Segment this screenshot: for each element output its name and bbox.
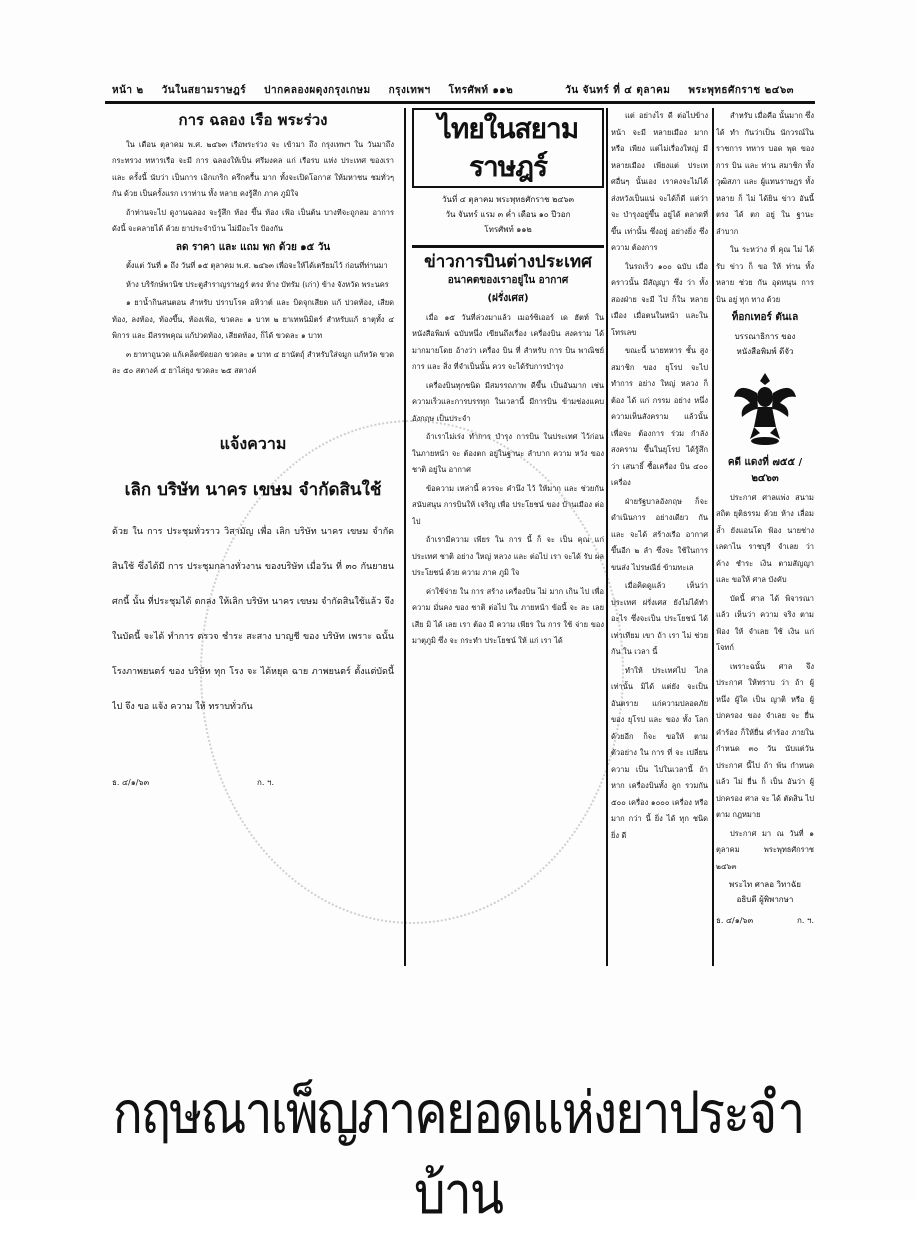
decree-footer — [716, 913, 814, 930]
city: กรุงเทพฯ — [388, 84, 431, 96]
issue-year: พระพุทธศักราช ๒๔๖๓ — [688, 84, 794, 96]
column-divider — [606, 108, 608, 966]
article-paragraph: ถ้าเราไม่เร่ง ทำการ บำรุง การบิน ในประเทศ ไว้ก่อน ในภายหน้า จะ ต้องตก อยู่ในฐานะ ลำบาก ความ หวัง ของ ชาติ อยู่ใน อากาศ — [412, 432, 604, 474]
section-subtitle: อนาคตของเราอยู่ใน อากาศ — [447, 274, 569, 286]
signature-name: ท็อกเทอร์ ตันเล — [731, 312, 799, 323]
ad-paragraph: ๓ ยาทาถูนวด แก้เคล็ดขัดยอก ขวดละ ๑ บาท ๔ ยานัตถุ์ สำหรับใส่จมูก แก้หวัด ขวดละ ๕๐ สตางค์ ๕ ยาไล่ยุง ขวดละ ๒๕ สตางค์ — [112, 349, 394, 375]
article-paragraph: เมื่อคิดดูแล้ว เห็นว่า ประเทศ ฝรั่งเศส ยังไม่ได้ทำอะไร ซึ่งจะเป็น ประโยชน์ ได้ เท่าเทียม เขา ถ้า เรา ไม่ ช่วย กัน ใน เวลา นี้ — [611, 581, 708, 656]
column-left — [112, 108, 394, 958]
date-line: วัน จันทร์ แรม ๓ ค่ำ เดือน ๑๐ ปีวอก — [445, 210, 571, 219]
ad-paragraph: ห้าง บริรักษ์พานิช ประตูสำราญราษฎร์ ตรง ห้าง บัทรัม (เก่า) ข้าง จังหวัด พระนคร — [126, 279, 389, 289]
ad-paragraph: ตั้งแต่ วันที่ ๑ ถึง วันที่ ๑๕ ตุลาคม พ.ศ. ๒๔๖๓ เพื่อจะให้ได้เตรียมไว้ ก่อนที่ท่านมา — [126, 261, 388, 270]
decree-date: ธ. ๔/๑/๖๓ — [716, 916, 754, 925]
issue-date: วัน จันทร์ ที่ ๔ ตุลาคม — [565, 84, 671, 96]
decree-paragraph: เพราะฉนั้น ศาล จึงประกาศ ให้ทราบ ว่า ถ้า ผู้ หนึ่ง ผู้ใด เป็น ญาติ หรือ ผู้ ปกครอง ของ จำเลย จะ ยื่น คำร้อง ก็ให้ยื่น คำร้อง ภายใน กำหนด ๓๐ วัน นับแต่วัน ประกาศ นี้ไป ถ้า พ้น กำหนด แล้ว ไม่ ยื่น ก็ เป็น อันว่า ผู้ปกครอง ศาล จะ ได้ ตัดสิน ไป ตาม กฎหมาย — [716, 661, 814, 819]
article-paragraph: ถ้าท่านจะไป ดูงานฉลอง จะรู้สึก ท้อง ขึ้น ท้อง เฟ้อ เป็นต้น บางทีจะถูกลม อาการ ดังนี้ จะคลายได้ ด้วย ยาประจำบ้าน ไม่มีอะไร ป้องกัน — [112, 207, 394, 233]
notice-sign: ก. ฯ. — [257, 777, 274, 787]
masthead — [112, 80, 812, 100]
supplement-name: วันในสยามราษฎร์ — [161, 84, 247, 96]
column-divider — [712, 108, 714, 966]
ad-banner: กฤษณาเพ็ญภาคยอดแห่งยาประจำบ้าน — [112, 1079, 804, 1227]
masthead-rule — [105, 101, 815, 104]
article-paragraph: ฝ่ายรัฐบาลอังกฤษ ก็จะ ดำเนินการ อย่างเดียว กัน และ จะได้ สร้างเรือ อากาศ ขึ้นอีก ๒ ลำ ซึ่งจะ ใช้ในการ ขนส่ง ไปรษณีย์ ข้ามทะเล — [611, 496, 708, 572]
notice-headline: เลิก บริษัท นาคร เขษม จำกัดสินใช้ — [124, 480, 382, 500]
column-center — [412, 108, 604, 958]
ad-paragraph: ๑ ยาน้ำกินสนตอน สำหรับ ปราบโรค อหิวาต์ และ บิดจุกเสียด แก้ ปวดท้อง, เสียดท้อง, ลงท้อง, ท้องขึ้น, ท้องเฟ้อ, ขวดละ ๑ บาท ๒ ยาเทพนิมิตร์ สำหรับแก้ ธาตุทั้ง ๔ พิการ และ มีสรรพคุณ แก้ปวดท้อง, เสียดท้อง, ก็ได้ ขวดละ ๑ บาท — [112, 298, 394, 340]
phone: โทรศัพท์ ๑๑๒ — [448, 84, 514, 96]
printer-address: ปากคลองผดุงกรุงเกษม — [264, 84, 371, 96]
column-third — [611, 108, 708, 958]
article-paragraph: แต่ อย่างไร ดี ต่อไปข้างหน้า จะมี หลายเมือง มาก หรือ เพียง แต่ไม่เรื่องใหญ่ มีหลายเมือง เพียงแต่ ประเทศอื่นๆ นั้นเอง เราคงจะไม่ได้ ส่งหวังเป็นแน่ จะได้ก็ดี แต่ว่าจะ บำรุงอยู่ขึ้น อยู่ได้ ตลาดที่ขึ้น เท่านั้น ซึ่งอยู่ อย่างยิ่ง ซึ่ง ความ ต้องการ — [611, 111, 708, 252]
article-paragraph: เครื่องบินทุกชนิด มีสมรรถภาพ ดีขึ้น เป็นอันมาก เช่น ความเร็วและการบรรทุก ในเวลานี้ มีการบิน ข้ามช่องแคบ อังกฤษ เป็นประจำ — [412, 380, 604, 423]
signature-title: บรรณาธิการ ของ หนังสือพิมพ์ ดีจัว — [734, 331, 796, 356]
date-line: โทรศัพท์ ๑๑๒ — [484, 225, 532, 234]
decree-sign: ก. ฯ. — [797, 916, 814, 925]
ad-subheading: ลด ราคา และ แถม พก ด้วย ๑๕ วัน — [175, 241, 331, 253]
garuda-emblem-icon — [730, 367, 800, 447]
column-right — [716, 108, 814, 958]
article-paragraph: เมื่อ ๑๕ วันที่ล่วงมาแล้ว เมอร์ซิเออร์ เด ฮัตท์ ใน หนังสือพิมพ์ ฉบับหนึ่ง เขียนถึงเรื่อง เครื่องบิน สงคราม ได้มากมายโดย อ้างว่า เครื่อง บิน ที่ สำหรับ การ บิน พาณิชย์ การ และ สิ่ง ที่จำเป็นนั้น ควร จะได้รับการบำรุง — [412, 312, 604, 371]
notice-body: ด้วย ใน การ ประชุมทั่วราว วิสามัญ เพื่อ เลิก บริษัท นาคร เขษม จำกัดสินใช้ ซึ่งได้มี การ ประชุมกลางทั่วงาน ของบริษัท เมื่อวัน ที่ ๓๐ กันยายน ศกนี้ นั้น ที่ประชุมได้ ตกลง ให้เลิก บริษัท นาคร เขษม จำกัดสินใช้แล้ว จึงในบัดนี้ จะได้ ทำการ ตรวจ ชำระ สะสาง บาญชี ของ บริษัท เพราะ ฉนั้น โรงภาพยนตร์ ของ บริษัท ทุก โรง จะ ได้หยุด ฉาย ภาพยนตร์ ตั้งแต่บัดนี้ไป จึง ขอ แจ้ง ความ ให้ ทราบทั่วกัน — [112, 526, 394, 712]
page-number: หน้า ๒ — [112, 84, 144, 96]
article-paragraph: ในรถเร็ว ๑๐๐ ฉบับ เมื่อคราวนั้น มีสัญญา ซึ่ง ว่า ทั้งสองฝ่าย จะมี ไป ก็ใน หลายเมือง เมื่อตนในหน้า และในโทรเลข — [611, 261, 708, 337]
judge-title: อธิบดี ผู้พิพากษา — [736, 895, 794, 904]
date-line: วันที่ ๔ ตุลาคม พระพุทธศักราช ๒๔๖๓ — [442, 195, 574, 204]
decree-paragraph: ประกาศ ศาลแพ่ง สนาม สถิต ยุติธรรม ด้วย ห้าง เลื่อมล้ำ ยังแอนโด ฟ้อง นายช่าง เลดาไน ราชบุรี จำเลย ว่า ค้าง ชำระ เงิน ตามสัญญา และ ขอให้ ศาล บังคับ — [716, 492, 814, 584]
article-paragraph: ค่าใช้จ่าย ใน การ สร้าง เครื่องบิน ไม่ มาก เกิน ไป เพื่อ ความ มั่นคง ของ ชาติ ต่อไป ใน ภายหน้า ข้อนี้ จะ ละ เลย เสีย มิ ได้ เลย เรา ต้อง มี ความ เพียร ใน การ ใช้ จ่าย ของ มาตุภูมิ ซึ่ง จะ กระทำ ประโยชน์ ให้ แก่ เรา ได้ — [412, 586, 604, 645]
notice-label: แจ้งความ — [219, 433, 287, 453]
section-country: (ฝรั่งเศส) — [487, 293, 529, 304]
paper-nameplate: ไทยในสยามราษฎร์ — [412, 108, 604, 188]
article-paragraph: ขณะนี้ นายทหาร ชั้น สูง สมาชิก ของ ยุโรป จะไป ทำการ อย่าง ใหญ่ หลวง ก็ต้อง ได้ แก่ กรรม อย่าง หนึ่ง ความเห็นสังคราม แล้วนั้น เพื่อจะ ต้องการ ร่วม กำลัง สงคราม ขึ้นในยุโรป ได้รู้สึกว่า เสนาธิ์ ซื้อเครื่อง บิน ๔๐๐ เครื่อง — [611, 346, 708, 487]
decree-number: คดี แดงที่ ๗๕๕ / ๒๔๖๓ — [727, 456, 803, 484]
article-paragraph: ใน ระหว่าง ที่ คุณ ไม่ ได้ รับ ข่าว ก็ ขอ ให้ ท่าน ทั้ง หลาย ช่วย กัน อุดหนุน การ บิน อยู่ ทุก ทาง ด้วย — [716, 245, 814, 304]
decree-paragraph: บัดนี้ ศาล ได้ พิจารณา แล้ว เห็นว่า ความ จริง ตาม ฟ้อง ให้ จำเลย ใช้ เงิน แก่ โจทก์ — [716, 593, 814, 652]
article-paragraph: ข้อความ เหล่านี้ ควรจะ คำนึง ไว้ ให้มาก และ ช่วยกัน สนับสนุน การบินให้ เจริญ เพื่อ ประโยชน์ ของ บ้านเมือง ต่อไป — [412, 483, 604, 526]
notice-date: ธ. ๔/๑/๖๓ — [112, 777, 150, 787]
notice-footer — [112, 775, 394, 792]
article-paragraph: ทำให้ ประเทศไป ไกลเท่านั้น มิได้ แต่ยัง จะเป็นอันตราย แก่ความปลอดภัย ของ ยุโรป และ ของ ทั้ง โลก ด้วยอีก ก็จะ ขอให้ ตาม ตัวอย่าง ใน การ ที่ จะ เปลี่ยน ความ เป็น ไปในเวลานี้ ถ้าหาก เครื่องบินทั้ง ลูก รวมกัน ๕๐๐ เครื่อง ๑๐๐๐ เครื่อง หรือ มาก กว่า นี้ ยิ่ง ได้ ทุก ชนิด ยิ่ง ดี — [611, 665, 708, 840]
article-paragraph: ใน เดือน ตุลาคม พ.ศ. ๒๔๖๓ เรือพระร่วง จะ เข้ามา ถึง กรุงเทพฯ ใน วันมาถึง กระทรวง ทหารเรือ จะมี การ ฉลองให้เป็น ศรีมงคล แก่ เรือรบ แห่ง ประเทศ ของเรา และ ครั้งนี้ นับว่า เป็นการ เอิกเกริก ครึกครื้น มาก ทั้งจะเปิดโอกาส ให้มหาชน ชมทั่วๆ กัน ด้วย เป็นครั้งแรก เราท่าน ทั้ง หลาย คงรู้สึก ภาค ภูมิใจ — [112, 139, 394, 198]
decree-paragraph: ประกาศ มา ณ วันที่ ๑ ตุลาคม พระพุทธศักราช ๒๔๖๓ — [716, 828, 814, 871]
section-title: ข่าวการบินต่างประเทศ — [412, 245, 604, 271]
judge-name: พระไท ศาลอ วิทาฉัย — [729, 880, 801, 889]
article-paragraph: สำหรับ เมื่อคือ นั้นมาก ซึ่ง ได้ ทำ กันว่าเป็น นักวรณ์ในราชการ ทหาร บอด พุด ของ การ บิน และ ท่าน สมาชิก ทั้ง วุฒิสภา และ ผู้แทนราษฎร ทั้ง หลาย ก็ ไม่ ได้ยิน ข่าว อันนี้ ตรง ได้ ตก อยู่ ใน ฐานะ ลำบาก — [716, 111, 814, 236]
article-paragraph: ถ้าเรามีความ เพียร ใน การ นี้ ก็ จะ เป็น คุณ แก่ ประเทศ ชาติ อย่าง ใหญ่ หลวง และ ต่อไป เรา จะได้ รับ ผล ประโยชน์ ด้วย ความ ภาค ภูมิ ใจ — [412, 535, 604, 577]
article-headline: การ ฉลอง เรือ พระร่วง — [178, 111, 328, 129]
column-divider — [404, 108, 406, 966]
